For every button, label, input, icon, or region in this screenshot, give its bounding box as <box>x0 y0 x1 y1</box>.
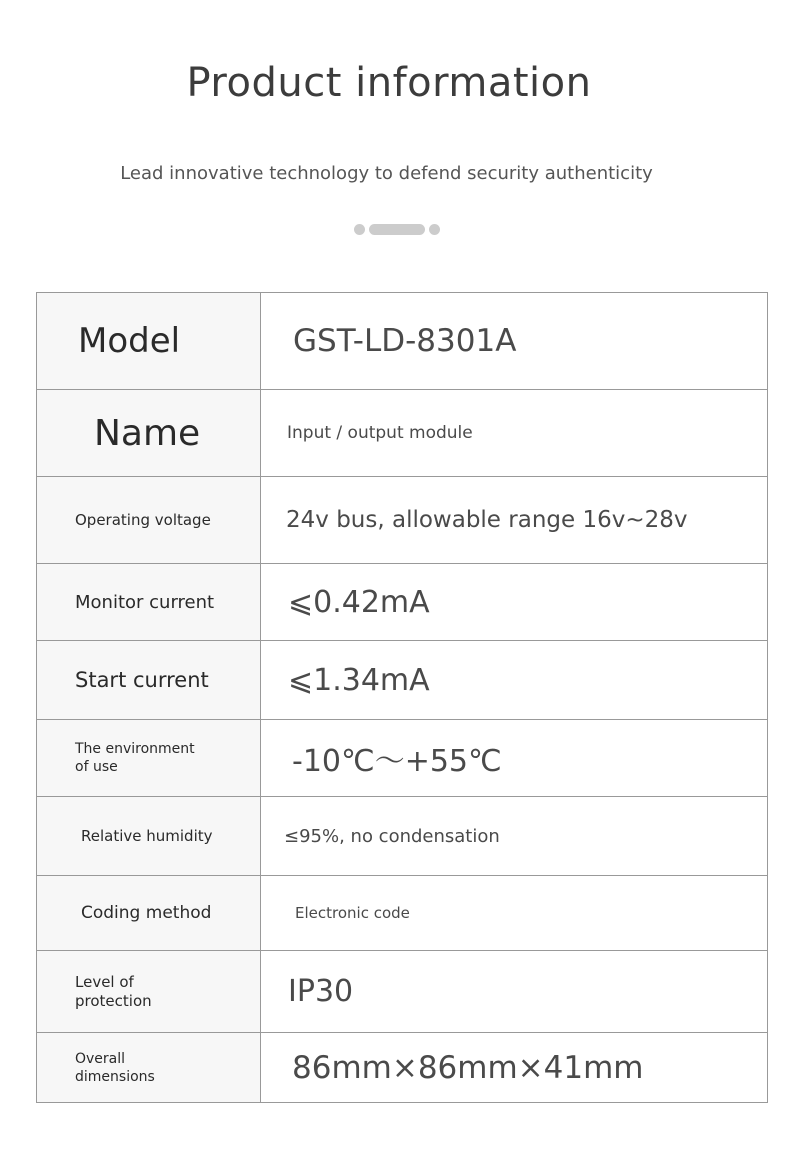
spec-label-cell <box>37 720 261 797</box>
page-subtitle: Lead innovative technology to defend security authenticity <box>120 163 653 184</box>
spec-label: Model <box>78 321 181 361</box>
spec-row-start-current <box>37 641 768 720</box>
spec-row-monitor-current <box>37 564 768 641</box>
spec-label-cell <box>37 293 261 390</box>
spec-row-relative-humidity <box>37 797 768 876</box>
spec-value: Electronic code <box>295 904 410 922</box>
spec-label-line: Overall <box>75 1050 126 1067</box>
spec-label-line: protection <box>75 991 152 1010</box>
spec-label-cell <box>37 390 261 477</box>
pill-center-icon <box>369 224 425 235</box>
spec-label-line: dimensions <box>75 1068 155 1085</box>
spec-value: ≤95%, no condensation <box>284 825 500 847</box>
spec-label-line: of use <box>75 759 118 775</box>
spec-label-cell <box>37 477 261 564</box>
spec-value: ⩽1.34mA <box>288 662 430 698</box>
dot-right-icon <box>429 224 440 235</box>
spec-value-cell <box>261 951 768 1033</box>
spec-label <box>37 740 260 776</box>
spec-value-cell <box>261 477 768 564</box>
spec-row-coding-method <box>37 876 768 951</box>
spec-value-cell <box>261 797 768 876</box>
spec-label: Coding method <box>81 903 212 923</box>
spec-label: Monitor current <box>75 591 215 613</box>
spec-label: Name <box>94 412 201 454</box>
spec-label-cell <box>37 641 261 720</box>
spec-value: 86mm×86mm×41mm <box>292 1049 644 1086</box>
spec-value-cell <box>261 1033 768 1103</box>
spec-table <box>36 292 768 1103</box>
spec-row-environment <box>37 720 768 797</box>
spec-row-model <box>37 293 768 390</box>
spec-row-name <box>37 390 768 477</box>
spec-value: 24v bus, allowable range 16v~28v <box>286 507 688 533</box>
spec-label-cell <box>37 797 261 876</box>
dot-left-icon <box>354 224 365 235</box>
spec-row-protection-level <box>37 951 768 1033</box>
spec-label-line: Level of <box>75 972 134 991</box>
spec-value-cell <box>261 564 768 641</box>
spec-value: GST-LD-8301A <box>293 323 517 359</box>
spec-row-overall-dimensions <box>37 1033 768 1103</box>
spec-value-cell <box>261 720 768 797</box>
spec-value-cell <box>261 641 768 720</box>
spec-label: Operating voltage <box>75 511 211 529</box>
spec-value: ⩽0.42mA <box>288 584 430 620</box>
spec-value: -10℃～+55℃ <box>292 744 502 779</box>
spec-label-cell <box>37 876 261 951</box>
spec-label <box>37 973 260 1011</box>
spec-value: Input / output module <box>287 423 473 443</box>
spec-label <box>37 1050 260 1086</box>
spec-value-cell <box>261 390 768 477</box>
spec-value-cell <box>261 876 768 951</box>
spec-label-cell <box>37 1033 261 1103</box>
spec-label: Relative humidity <box>81 827 213 845</box>
spec-label-cell <box>37 564 261 641</box>
decorative-dots <box>0 223 790 235</box>
spec-row-operating-voltage <box>37 477 768 564</box>
spec-label-cell <box>37 951 261 1033</box>
spec-label-line: The environment <box>75 741 195 757</box>
page-title: Product information <box>186 60 592 106</box>
spec-label: Start current <box>75 668 209 692</box>
spec-value: IP30 <box>288 974 354 1009</box>
spec-value-cell <box>261 293 768 390</box>
